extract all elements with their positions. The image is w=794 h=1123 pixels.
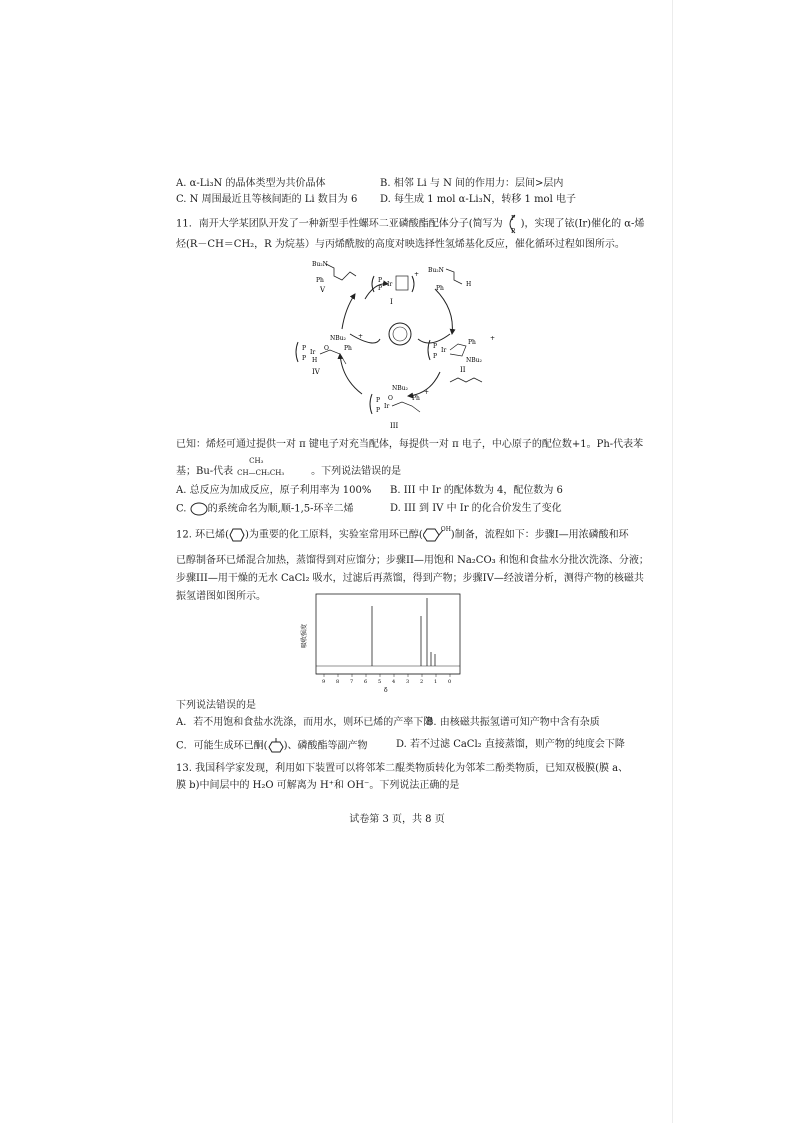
svg-text:P: P — [433, 353, 438, 360]
complex-i — [372, 271, 419, 306]
nmr-tick-label: 5 — [378, 679, 382, 685]
label-i: I — [390, 298, 393, 306]
svg-text:P: P — [302, 355, 307, 362]
svg-text:Ph: Ph — [316, 277, 324, 284]
svg-text:P: P — [510, 228, 515, 235]
q11-option-c-text: 的系统命名为顺,顺-1,5-环辛二烯 — [207, 503, 354, 515]
oh-label: OH — [440, 526, 451, 533]
q10-option-c: C. N 周围最近且等核间距的 Li 数目为 6 — [176, 194, 358, 205]
nmr-ylabel: 吸收强度 — [301, 623, 308, 648]
nmr-tick-label: 7 — [350, 679, 354, 685]
q11-note-line1: 已知：烯烃可通过提供一对 π 键电子对充当配体，每提供一对 π 电子，中心原子的配位数+1。Ph-代表苯 — [176, 439, 644, 450]
svg-text:P: P — [510, 215, 515, 222]
butyl-structure — [233, 457, 311, 479]
nmr-tick-label: 6 — [364, 679, 368, 685]
nmr-tick-label: 3 — [406, 679, 410, 685]
svg-text:+: + — [490, 335, 496, 342]
q11-note-line2 — [176, 457, 401, 479]
svg-text:P: P — [302, 345, 307, 352]
spiro-ligand-icon — [503, 213, 521, 235]
complex-iv — [296, 333, 363, 376]
q11-option-a: A. 总反应为加成反应，原子利用率为 100% — [176, 485, 372, 496]
svg-text:H: H — [466, 281, 472, 288]
q12-option-c — [176, 738, 367, 754]
acrylamide — [428, 267, 471, 292]
nmr-tick-label: 1 — [434, 679, 438, 685]
svg-text:Ph: Ph — [468, 339, 476, 346]
svg-text:P: P — [378, 285, 383, 292]
q12-stem-line1-b: )为重要的化工原料，实验室常用环已醇( — [244, 529, 423, 541]
svg-text:+: + — [424, 389, 430, 396]
svg-text:Ph: Ph — [344, 345, 352, 352]
q13-stem-line2: 膜 b)中间层中的 H₂O 可解离为 H⁺和 OH⁻。下列说法正确的是 — [176, 780, 460, 791]
q12-option-b: B. 由核磁共振氢谱可知产物中含有杂质 — [426, 717, 600, 728]
q12-option-c-b: )、磷酸酯等副产物 — [283, 740, 368, 752]
q12-stem-line4: 振氢谱图如图所示。 — [176, 591, 266, 602]
q11-stem-line1 — [176, 213, 644, 235]
cyclooctadiene-icon — [190, 502, 208, 516]
svg-text:Bu₂N: Bu₂N — [312, 261, 328, 268]
svg-text:O: O — [324, 345, 329, 352]
cod-molecule — [389, 323, 411, 345]
label-iii: III — [390, 422, 399, 430]
q12-stem-line1 — [176, 527, 629, 543]
label-ii: II — [460, 366, 466, 374]
svg-text:Bu₂N: Bu₂N — [428, 267, 444, 274]
q12-question: 下列说法错误的是 — [176, 700, 256, 711]
nmr-tick-label: 2 — [420, 679, 424, 685]
svg-text:Ir: Ir — [310, 349, 316, 356]
nmr-tick-label: 4 — [392, 679, 396, 685]
svg-text:P: P — [378, 277, 383, 284]
svg-text:Ph: Ph — [412, 395, 420, 402]
svg-text:NBu₂: NBu₂ — [392, 385, 408, 392]
nmr-tick-label: 0 — [448, 679, 452, 685]
catalytic-cycle-diagram — [290, 254, 510, 432]
svg-text:P: P — [376, 397, 381, 404]
cyclohexene-icon — [229, 528, 245, 542]
svg-text:+: + — [358, 333, 364, 340]
nmr-spectrum — [300, 590, 466, 696]
q11-note-line2-b: 。下列说法错误的是 — [311, 466, 402, 477]
q10-option-a: A. α-Li₃N 的晶体类型为共价晶体 — [176, 178, 326, 189]
svg-text:P: P — [376, 407, 381, 414]
q13-stem-line1: 13. 我国科学家发现，利用如下装置可以将邻苯二醌类物质转化为邻苯二酚类物质，已知双极膜(膜 a、 — [176, 763, 629, 774]
q11-stem-line2: 烃(R－CH＝CH₂，R 为烷基）与丙烯酰胺的高度对映选择性氢烯基化反应，催化循环过程如图所示。 — [176, 239, 625, 250]
q12-stem-line3: 步骤III—用干燥的无水 CaCl₂ 吸水，过滤后再蒸馏，得到产物；步骤IV—经波谱分析，测得产物的核磁共 — [176, 573, 644, 584]
cyclohexanone-icon — [268, 738, 284, 754]
q11-note-line2-a: 基；Bu-代表 — [176, 466, 234, 477]
page-footer: 试卷第 3 页，共 8 页 — [349, 814, 445, 825]
svg-text:Ph: Ph — [436, 285, 444, 292]
q10-option-b: B. 相邻 Li 与 N 间的作用力：层间>层内 — [380, 178, 564, 189]
label-iv: IV — [312, 368, 320, 376]
q12-option-c-a: C．可能生成环已酮( — [176, 740, 268, 752]
alkene — [450, 378, 482, 382]
q11-option-d: D. III 到 IV 中 Ir 的化合价发生了变化 — [390, 503, 562, 514]
q11-option-b: B. III 中 Ir 的配体数为 4，配位数为 6 — [390, 485, 563, 496]
complex-iii — [370, 385, 429, 430]
svg-text:Ir: Ir — [387, 281, 393, 288]
label-v: V — [320, 286, 326, 294]
q12-stem-line1-c: )制备，流程如下：步骤I—用浓磷酸和环 — [450, 529, 629, 541]
svg-text:H: H — [312, 357, 318, 364]
q10-option-d: D. 每生成 1 mol α-Li₃N，转移 1 mol 电子 — [380, 194, 576, 205]
page-edge — [672, 0, 673, 1123]
nmr-tick-label: 9 — [322, 679, 326, 685]
q12-option-a: A．若不用饱和食盐水洗涤，而用水，则环已烯的产率下降 — [176, 717, 434, 728]
svg-text:P: P — [433, 343, 438, 350]
butyl-ch3: CH₃ — [249, 457, 264, 465]
q11-option-c-prefix: C. — [176, 503, 187, 515]
svg-text:O: O — [388, 395, 393, 402]
cyclohexanol-structure — [423, 527, 451, 543]
svg-text:+: + — [414, 271, 420, 278]
nmr-xlabel: δ — [384, 687, 388, 694]
product-v — [312, 261, 356, 294]
svg-text:Ir: Ir — [384, 403, 390, 410]
nmr-tick-label: 8 — [336, 679, 340, 685]
q12-stem-line1-a: 12. 环已烯( — [176, 529, 229, 541]
q11-option-c — [176, 502, 354, 516]
nmr-frame — [316, 594, 460, 674]
q12-stem-line2: 已醇制备环已烯混合加热，蒸馏得到对应馏分；步骤II—用饱和 Na₂CO₃ 和饱和食盐水分批次洗涤、分液； — [176, 555, 649, 566]
svg-text:Ir: Ir — [441, 347, 447, 354]
butyl-main: CH—CH₂CH₃ — [237, 469, 285, 477]
q12-option-d: D. 若不过滤 CaCl₂ 直接蒸馏，则产物的纯度会下降 — [396, 739, 625, 750]
q11-stem-line1-b: )，实现了铱(Ir)催化的 α-烯 — [520, 218, 645, 230]
svg-text:NBu₂: NBu₂ — [466, 357, 482, 364]
q11-stem-line1-a: 11．南开大学某团队开发了一种新型手性螺环二亚磷酸酯配体分子(简写为 — [176, 218, 503, 230]
svg-text:NBu₂: NBu₂ — [330, 335, 346, 342]
